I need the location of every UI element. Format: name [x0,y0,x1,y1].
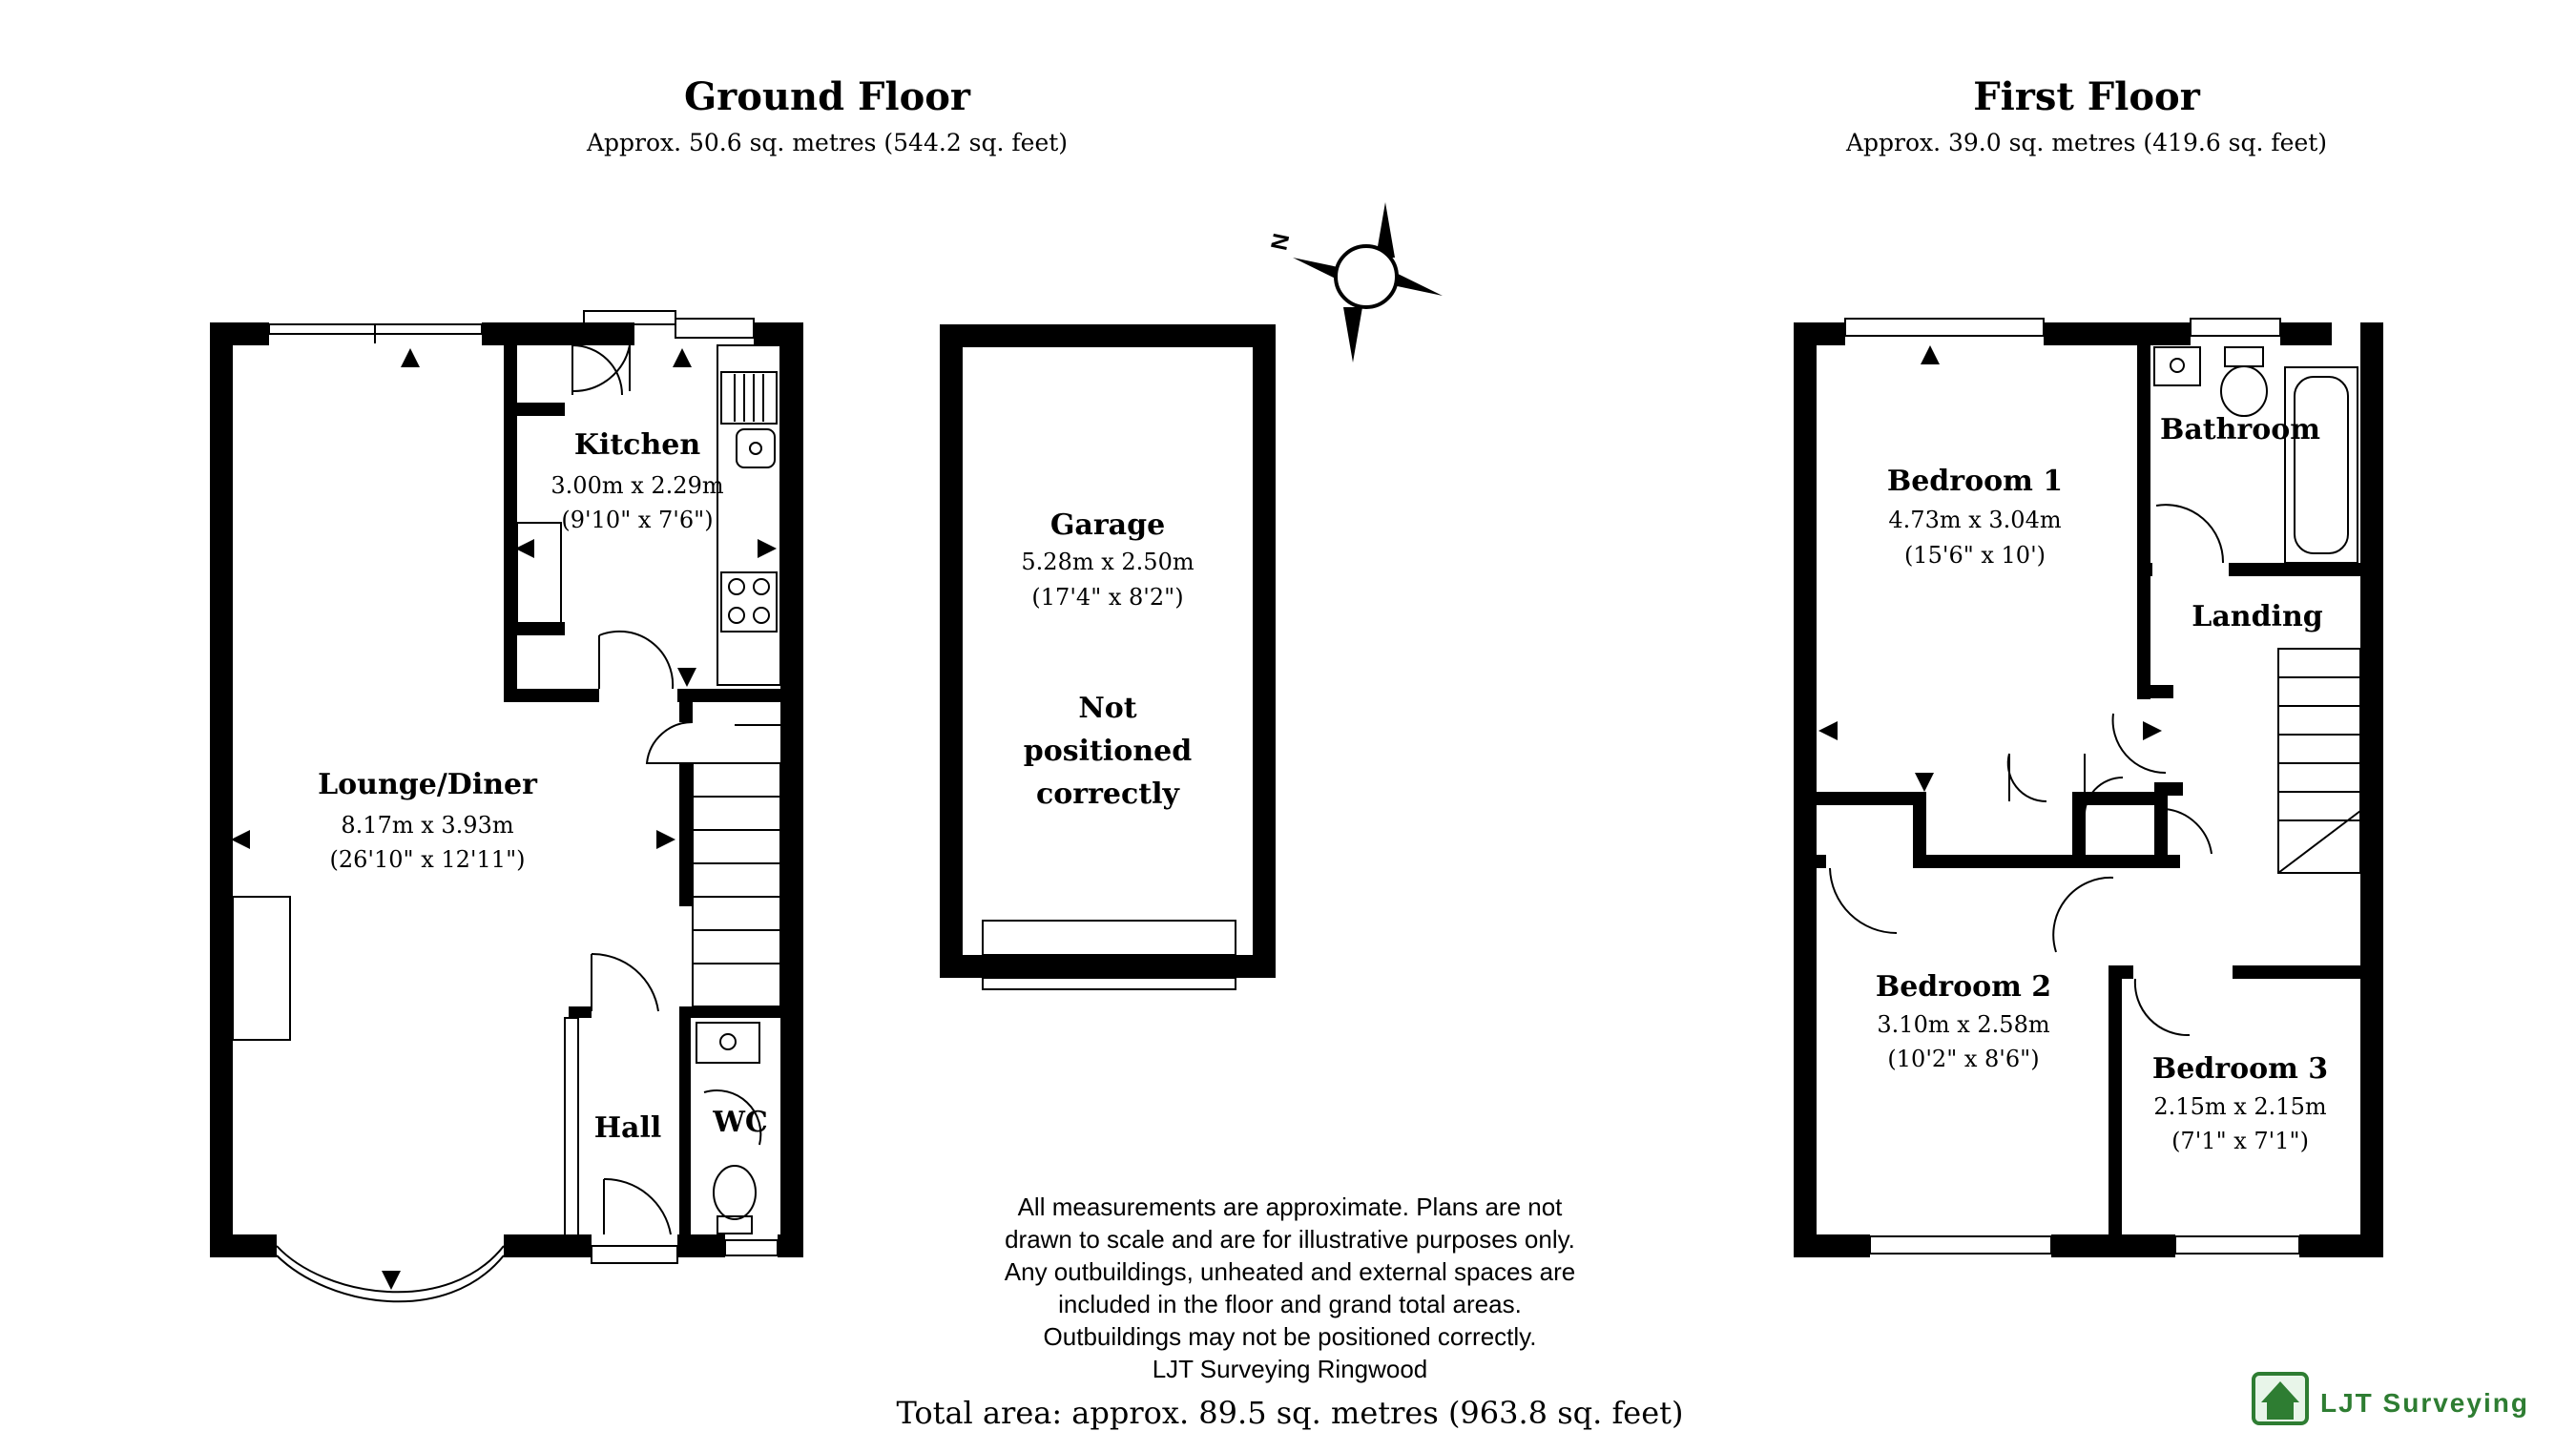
ground-floor-area: Approx. 50.6 sq. metres (544.2 sq. feet) [586,129,1069,156]
disclaimer-line: LJT Surveying Ringwood [1152,1355,1428,1383]
bathroom-label: Bathroom [2159,413,2321,446]
disclaimer-line: drawn to scale and are for illustrative purposes only. [1005,1225,1575,1254]
disclaimer-line: Any outbuildings, unheated and external spaces are [1004,1257,1576,1286]
garage-note-line3: correctly [1036,778,1179,811]
bedroom3-metric: 2.15m x 2.15m [2153,1093,2327,1120]
disclaimer-line: included in the floor and grand total areas. [1058,1290,1522,1318]
garage-label: Garage [1049,508,1166,542]
garage-note-line1: Not [1078,692,1137,725]
kitchen-label: Kitchen [573,428,701,462]
kitchen-metric: 3.00m x 2.29m [551,472,724,499]
bedroom3-label: Bedroom 3 [2151,1052,2329,1086]
compass-north-label: N [1266,231,1296,253]
lounge-imperial: (26'10" x 12'11") [329,846,526,873]
first-floor-area: Approx. 39.0 sq. metres (419.6 sq. feet) [1845,129,2328,156]
garage-metric: 5.28m x 2.50m [1021,549,1195,575]
bedroom1-label: Bedroom 1 [1886,465,2064,498]
kitchen-imperial: (9'10" x 7'6") [561,507,714,533]
landing-label: Landing [2192,600,2323,633]
compass-icon [1266,202,1443,363]
bedroom1-metric: 4.73m x 3.04m [1888,507,2062,533]
bedroom3-imperial: (7'1" x 7'1") [2171,1128,2309,1154]
garage-plan [940,324,1276,989]
lounge-label: Lounge/Diner [318,768,537,801]
bedroom2-imperial: (10'2" x 8'6") [1887,1046,2040,1072]
wc-label: WC [713,1106,768,1139]
disclaimer-line: All measurements are approximate. Plans are not [1017,1192,1563,1221]
first-floor-title: First Floor [1973,74,2200,119]
disclaimer-line: Outbuildings may not be positioned correctly. [1043,1322,1537,1351]
ground-floor-plan [210,311,803,1301]
garage-note-line2: positioned [1023,735,1193,768]
disclaimer [1005,1192,1575,1383]
bedroom1-imperial: (15'6" x 10') [1903,542,2046,569]
hall-label: Hall [593,1111,662,1145]
bedroom2-metric: 3.10m x 2.58m [1877,1011,2050,1038]
garage-imperial: (17'4" x 8'2") [1031,584,1184,611]
ljt-surveying-logo [2254,1374,2529,1423]
ground-floor-title: Ground Floor [684,74,970,119]
bedroom2-label: Bedroom 2 [1875,970,2052,1004]
total-area: Total area: approx. 89.5 sq. metres (963.8 sq. feet) [896,1395,1684,1431]
logo-text: LJT Surveying [2320,1388,2529,1418]
lounge-metric: 8.17m x 3.93m [341,812,514,839]
